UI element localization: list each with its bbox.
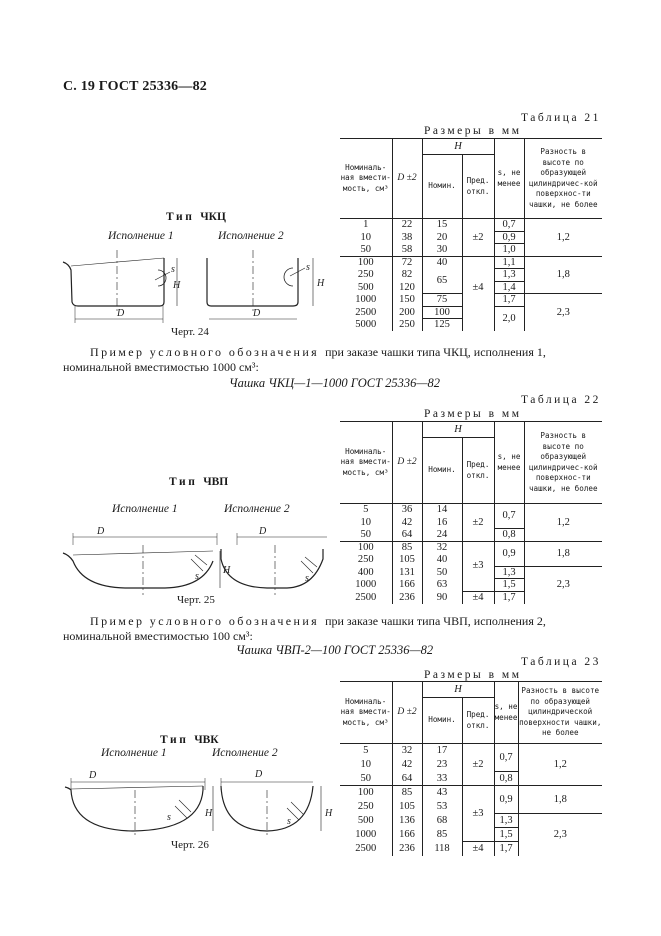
cell: 30: [422, 244, 462, 257]
cell: 5: [340, 744, 392, 758]
fig25-type-prefix: Тип: [169, 476, 198, 488]
cell: ±2: [462, 744, 494, 786]
cell: ±3: [462, 786, 494, 842]
cell: ±3: [462, 541, 494, 591]
th-h-nom: Номин.: [422, 698, 462, 744]
svg-text:D: D: [97, 526, 105, 537]
cell: ±2: [462, 219, 494, 257]
cell: ±4: [462, 591, 494, 604]
table23-title: Таблица 23: [521, 656, 601, 668]
cell: 0,9: [494, 541, 524, 566]
table21-title: Таблица 21: [521, 112, 601, 124]
cell: 16: [422, 516, 462, 529]
cell: 1,5: [494, 828, 518, 842]
fig26-type-prefix: Тип: [160, 734, 189, 746]
th-h-tol: Пред. откл.: [462, 155, 494, 219]
th-s: s, не менее: [494, 682, 518, 744]
cell: 24: [422, 529, 462, 542]
cell: ±4: [462, 842, 494, 856]
table22-title: Таблица 22: [521, 394, 601, 406]
cell: 0,9: [494, 786, 518, 814]
svg-text:H: H: [205, 808, 213, 819]
table22-dim-caption: Размеры в мм: [424, 408, 522, 420]
cell: 2500: [340, 842, 392, 856]
th-capacity: Номиналь-ная вмести-мость, см³: [340, 139, 392, 219]
cell: 2,0: [494, 306, 524, 331]
example2-lead: Пример условного обозначения: [90, 614, 320, 628]
cell: 100: [340, 786, 392, 800]
cell: 166: [392, 579, 422, 592]
cell: 15: [422, 219, 462, 232]
cell: 40: [422, 554, 462, 567]
svg-text:s: s: [167, 812, 171, 823]
cell: 1,2: [524, 504, 602, 542]
cell: 105: [392, 554, 422, 567]
cell: 1000: [340, 294, 392, 307]
fig24-caption: Черт. 24: [171, 326, 209, 338]
fig25-isp1: Исполнение 1: [112, 503, 178, 515]
cell: 150: [392, 294, 422, 307]
example1-line1: [90, 345, 546, 360]
cell: 1,7: [494, 294, 524, 307]
cell: 136: [392, 814, 422, 828]
cell: 250: [340, 554, 392, 567]
fig26-drawing: [55, 760, 335, 840]
svg-text:s: s: [305, 573, 309, 584]
cell: 100: [340, 256, 392, 269]
cell: 17: [422, 744, 462, 758]
th-d: D ±2: [392, 422, 422, 504]
table21: [340, 138, 602, 331]
cell: 85: [392, 541, 422, 554]
svg-text:D: D: [117, 308, 125, 319]
example2-designation: Чашка ЧВП-2—100 ГОСТ 25336—82: [236, 643, 434, 657]
th-d: D ±2: [392, 139, 422, 219]
cell: 5000: [340, 319, 392, 331]
fig24-type: [166, 211, 226, 223]
svg-text:D: D: [255, 769, 263, 780]
cell: 50: [340, 772, 392, 786]
svg-text:D: D: [253, 308, 261, 319]
cell: 50: [422, 566, 462, 579]
svg-text:H: H: [325, 808, 333, 819]
cell: 1,8: [524, 256, 602, 294]
fig25-drawing: [55, 515, 335, 595]
example1-line2: номинальной вместимостью 1000 см³:: [63, 360, 259, 374]
th-h-tol: Пред. откл.: [462, 438, 494, 504]
cell: 10: [340, 516, 392, 529]
cell: 2500: [340, 591, 392, 604]
cell: 72: [392, 256, 422, 269]
cell: 22: [392, 219, 422, 232]
fig26-caption: Черт. 26: [171, 839, 209, 851]
cell: 10: [340, 231, 392, 244]
cell: [462, 319, 494, 331]
cell: ±2: [462, 504, 494, 542]
cell: 1,7: [494, 591, 524, 604]
cell: 64: [392, 772, 422, 786]
svg-text:s: s: [195, 571, 199, 582]
cell: 1,2: [518, 744, 602, 786]
cell: ±4: [462, 256, 494, 319]
example2-line2: номинальной вместимостью 100 см³:: [63, 629, 253, 643]
cell: 1,1: [494, 256, 524, 269]
svg-text:H: H: [173, 280, 181, 291]
fig26-isp1: Исполнение 1: [101, 747, 167, 759]
cell: 38: [392, 231, 422, 244]
th-s: s, не менее: [494, 422, 524, 504]
table23: [340, 681, 602, 856]
table23-dim-caption: Размеры в мм: [424, 669, 522, 681]
svg-text:s: s: [287, 816, 291, 827]
cell: 23: [422, 758, 462, 772]
fig25-type-name: ЧВП: [203, 476, 229, 488]
cell: 75: [422, 294, 462, 307]
th-h-nom: Номин.: [422, 438, 462, 504]
cell: 85: [422, 828, 462, 842]
fig26-isp2: Исполнение 2: [212, 747, 278, 759]
cell: 166: [392, 828, 422, 842]
cell: 105: [392, 800, 422, 814]
cell: 64: [392, 529, 422, 542]
example1-designation: Чашка ЧКЦ—1—1000 ГОСТ 25336—82: [229, 376, 441, 390]
cell: 1,3: [494, 269, 524, 282]
svg-text:D: D: [89, 770, 97, 781]
cell: 131: [392, 566, 422, 579]
fig24-isp1: Исполнение 1: [108, 230, 174, 242]
cell: 1,5: [494, 579, 524, 592]
cell: 63: [422, 579, 462, 592]
svg-text:H: H: [223, 565, 231, 576]
cell: 120: [392, 281, 422, 294]
cell: 90: [422, 591, 462, 604]
cell: 118: [422, 842, 462, 856]
cell: 1,8: [524, 541, 602, 566]
th-h: H: [422, 139, 494, 155]
example2-line1: [90, 614, 546, 629]
fig24-type-prefix: Тип: [166, 211, 195, 223]
cell: 500: [340, 281, 392, 294]
cell: 33: [422, 772, 462, 786]
cell: 250: [340, 269, 392, 282]
cell: 1,3: [494, 566, 524, 579]
cell: 32: [392, 744, 422, 758]
fig25-type: [169, 476, 228, 488]
svg-text:s: s: [306, 262, 310, 273]
svg-text:s: s: [171, 264, 175, 275]
cell: 0,8: [494, 772, 518, 786]
cell: 1,7: [494, 842, 518, 856]
cell: 1,8: [518, 786, 602, 814]
th-d: D ±2: [392, 682, 422, 744]
cell: 14: [422, 504, 462, 517]
th-h: H: [422, 682, 494, 698]
cell: 1000: [340, 579, 392, 592]
cell: 10: [340, 758, 392, 772]
cell: 200: [392, 306, 422, 319]
th-h-nom: Номин.: [422, 155, 462, 219]
cell: 20: [422, 231, 462, 244]
cell: 53: [422, 800, 462, 814]
cell: 100: [422, 306, 462, 319]
cell: 236: [392, 591, 422, 604]
example1-lead: Пример условного обозначения: [90, 345, 320, 359]
th-diff: Разность в высоте по образующей цилиндричес-кой поверхнос-ти чашки, не более: [524, 139, 602, 219]
cell: 2,3: [553, 829, 567, 840]
th-s: s, не менее: [494, 139, 524, 219]
cell: 500: [340, 814, 392, 828]
cell: 0,9: [494, 231, 524, 244]
cell: 250: [392, 319, 422, 331]
fig26-type: [160, 734, 219, 746]
cell: 100: [340, 541, 392, 554]
fig24-type-name: ЧКЦ: [200, 211, 226, 223]
cell: 5: [340, 504, 392, 517]
cell: 50: [340, 529, 392, 542]
th-capacity: Номиналь-ная вмести-мость, см³: [340, 682, 392, 744]
cell: 42: [392, 516, 422, 529]
th-diff: Разность в высоте по образующей цилиндрической поверхности чашки, не более: [518, 682, 602, 744]
cell: 125: [422, 319, 462, 331]
example2-rest: при заказе чашки типа ЧВП, исполнения 2,: [325, 614, 546, 628]
th-diff: Разность в высоте по образующей цилиндричес-кой поверхнос-ти чашки, не более: [524, 422, 602, 504]
fig25-caption: Черт. 25: [177, 594, 215, 606]
cell: 250: [340, 800, 392, 814]
cell: 65: [422, 269, 462, 294]
page-header: С. 19 ГОСТ 25336—82: [63, 79, 207, 94]
fig26-type-name: ЧВК: [194, 734, 219, 746]
svg-text:D: D: [259, 526, 267, 537]
cell: 236: [392, 842, 422, 856]
table21-dim-caption: Размеры в мм: [424, 125, 522, 137]
cell: 85: [392, 786, 422, 800]
cell: 43: [422, 786, 462, 800]
example1-rest: при заказе чашки типа ЧКЦ, исполнения 1,: [325, 345, 546, 359]
cell: 50: [340, 244, 392, 257]
table22: [340, 421, 602, 604]
svg-text:H: H: [317, 278, 325, 289]
cell: 1,3: [494, 814, 518, 828]
cell: 1,2: [524, 219, 602, 257]
cell: 0,7: [494, 744, 518, 772]
th-h: H: [422, 422, 494, 438]
cell: 1,0: [494, 244, 524, 257]
cell: 40: [422, 256, 462, 269]
cell: 1: [340, 219, 392, 232]
fig24-isp2: Исполнение 2: [218, 230, 284, 242]
cell: 0,7: [494, 504, 524, 529]
fig25-isp2: Исполнение 2: [224, 503, 290, 515]
cell: 2,3: [556, 306, 570, 318]
fig24-drawing: [55, 240, 335, 330]
cell: 36: [392, 504, 422, 517]
cell: 58: [392, 244, 422, 257]
cell: 400: [340, 566, 392, 579]
cell: 0,7: [494, 219, 524, 232]
cell: 42: [392, 758, 422, 772]
th-capacity: Номиналь-ная вмести-мость, см³: [340, 422, 392, 504]
cell: 2500: [340, 306, 392, 319]
cell: 0,8: [494, 529, 524, 542]
cell: 2,3: [556, 579, 570, 591]
cell: 82: [392, 269, 422, 282]
cell: 68: [422, 814, 462, 828]
th-h-tol: Пред. откл.: [462, 698, 494, 744]
cell: 1,4: [494, 281, 524, 294]
cell: 32: [422, 541, 462, 554]
cell: 1000: [340, 828, 392, 842]
